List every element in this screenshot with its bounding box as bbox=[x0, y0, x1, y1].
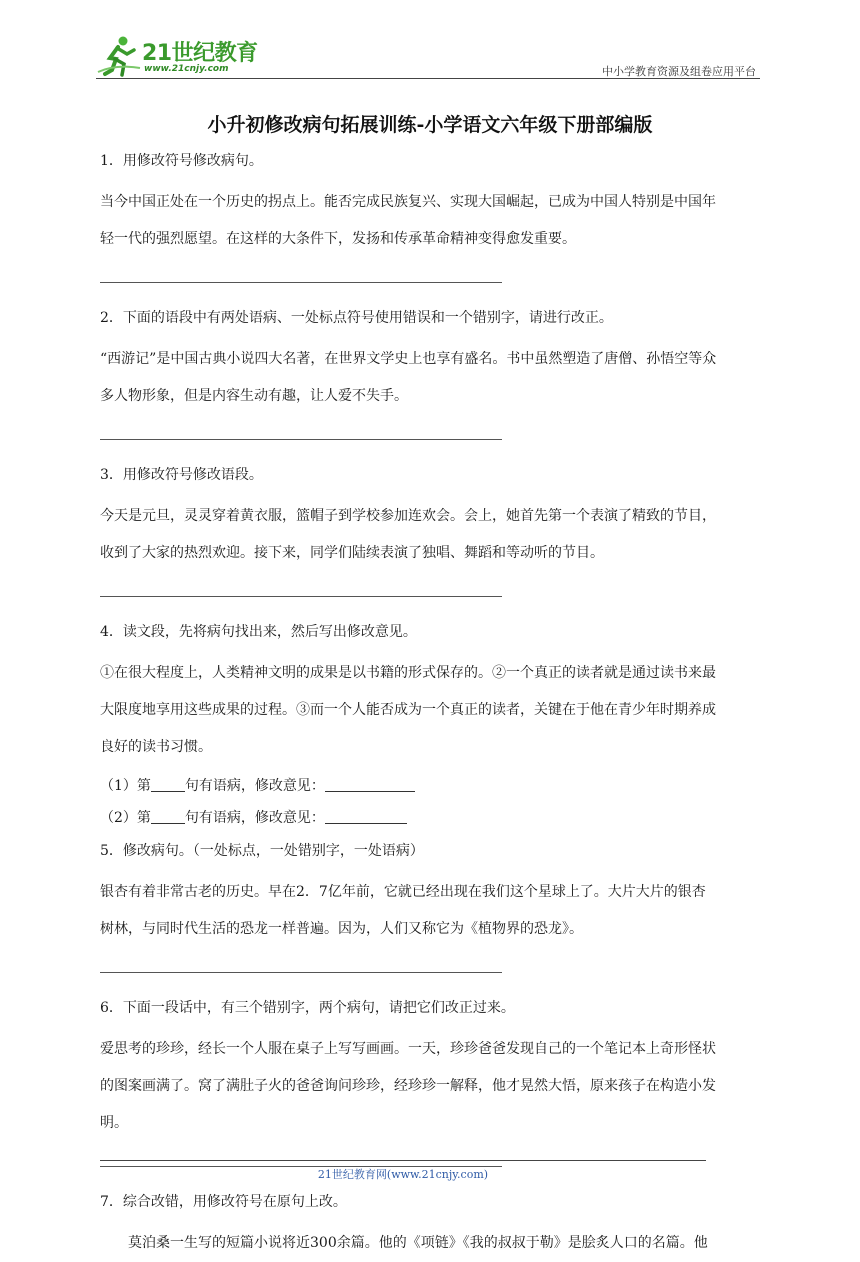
question-3-line-2: 收到了大家的热烈欢迎。接下来，同学们陆续表演了独唱、舞蹈和等动听的节目。 bbox=[100, 545, 604, 561]
question-7-text bbox=[100, 1225, 762, 1262]
question-7-title: 7．综合改错，用修改符号在原句上改。 bbox=[100, 1194, 347, 1210]
question-6-title: 6．下面一段话中，有三个错别字，两个病句，请把它们改正过来。 bbox=[100, 1000, 515, 1016]
question-4-line-3: 良好的读书习惯。 bbox=[100, 739, 212, 755]
question-2-line-2: 多人物形象，但是内容生动有趣，让人爱不失手。 bbox=[100, 388, 408, 404]
question-6-line-3: 明。 bbox=[100, 1115, 128, 1131]
question-4-title: 4．读文段，先将病句找出来，然后写出修改意见。 bbox=[100, 624, 417, 640]
question-1-line-1: 当今中国正处在一个历史的拐点上。能否完成民族复兴、实现大国崛起，已成为中国人特别是中国年 bbox=[100, 194, 716, 210]
answer-line-5[interactable] bbox=[100, 972, 502, 973]
page-header bbox=[96, 30, 760, 82]
sub-1-prefix: （1）第 bbox=[100, 778, 151, 794]
sub-2-prefix: （2）第 bbox=[100, 810, 151, 826]
question-6-text bbox=[100, 1031, 762, 1142]
question-5-line-2: 树林，与同时代生活的恐龙一样普遍。因为，人们又称它为《植物界的恐龙》。 bbox=[100, 921, 583, 937]
question-4-sub-2 bbox=[100, 806, 762, 830]
question-1-title: 1．用修改符号修改病句。 bbox=[100, 153, 263, 169]
runner-logo-icon bbox=[96, 34, 142, 78]
question-7-line-1: 莫泊桑一生写的短篇小说将近300余篇。他的《项链》《我的叔叔于勒》是脍炙人口的名篇。他 bbox=[128, 1235, 708, 1251]
sub-1-middle: 句有语病，修改意见： bbox=[184, 778, 325, 794]
question-6-line-1: 爱思考的珍珍，经长一个人服在桌子上写写画画。一天，珍珍爸爸发现自己的一个笔记本上奇形怪状 bbox=[100, 1041, 716, 1057]
logo-url: www.21cnjy.com bbox=[144, 64, 229, 74]
page-footer[interactable]: 21世纪教育网(www.21cnjy.com) bbox=[317, 1168, 489, 1181]
revision-blank-1[interactable] bbox=[325, 777, 415, 792]
question-5-line-1: 银杏有着非常古老的历史。早在2．7亿年前，它就已经出现在我们这个星球上了。大片大片的银杏 bbox=[100, 884, 706, 900]
document-body bbox=[100, 150, 762, 1262]
question-1-text bbox=[100, 184, 762, 258]
answer-line-1[interactable] bbox=[100, 282, 502, 283]
question-3-line-1: 今天是元旦，灵灵穿着黄衣服，篮帽子到学校参加连欢会。会上，她首先第一个表演了精致的节目， bbox=[100, 508, 716, 524]
sentence-number-blank-2[interactable] bbox=[151, 809, 185, 824]
sentence-number-blank-1[interactable] bbox=[151, 777, 185, 792]
spacer bbox=[100, 830, 762, 840]
question-2-line-1: “西游记”是中国古典小说四大名著，在世界文学史上也享有盛名。书中虽然塑造了唐僧、孙悟空等众 bbox=[100, 351, 717, 367]
question-6-line-2: 的图案画满了。窝了满肚子火的爸爸询问珍珍，经珍珍一解释，他才晃然大悟，原来孩子在构造小发 bbox=[100, 1078, 716, 1094]
logo-text: 21世纪教育 bbox=[142, 41, 258, 66]
question-5-text bbox=[100, 874, 762, 948]
question-3-text bbox=[100, 498, 762, 572]
answer-line-3[interactable] bbox=[100, 596, 502, 597]
question-2-title: 2．下面的语段中有两处语病、一处标点符号使用错误和一个错别字，请进行改正。 bbox=[100, 310, 613, 326]
site-logo bbox=[96, 34, 266, 78]
sub-2-middle: 句有语病，修改意见： bbox=[184, 810, 325, 826]
answer-line-2[interactable] bbox=[100, 439, 502, 440]
header-divider bbox=[96, 78, 760, 79]
question-4-sub-1 bbox=[100, 774, 762, 798]
question-3-title: 3．用修改符号修改语段。 bbox=[100, 467, 263, 483]
question-4-line-2: 大限度地享用这些成果的过程。③而一个人能否成为一个真正的读者，关键在于他在青少年时期养成 bbox=[100, 702, 716, 718]
question-4-line-1: ①在很大程度上，人类精神文明的成果是以书籍的形式保存的。②一个真正的读者就是通过读书来最 bbox=[100, 665, 716, 681]
question-1-line-2: 轻一代的强烈愿望。在这样的大条件下，发扬和传承革命精神变得愈发重要。 bbox=[100, 231, 576, 247]
question-4-text bbox=[100, 655, 762, 766]
question-5-title: 5．修改病句。（一处标点，一处错别字，一处语病） bbox=[100, 843, 424, 859]
question-2-text bbox=[100, 341, 762, 415]
footer-divider bbox=[100, 1160, 706, 1161]
revision-blank-2[interactable] bbox=[325, 809, 407, 824]
platform-name: 中小学教育资源及组卷应用平台 bbox=[602, 65, 756, 78]
document-title: 小升初修改病句拓展训练-小学语文六年级下册部编版 bbox=[207, 114, 653, 136]
